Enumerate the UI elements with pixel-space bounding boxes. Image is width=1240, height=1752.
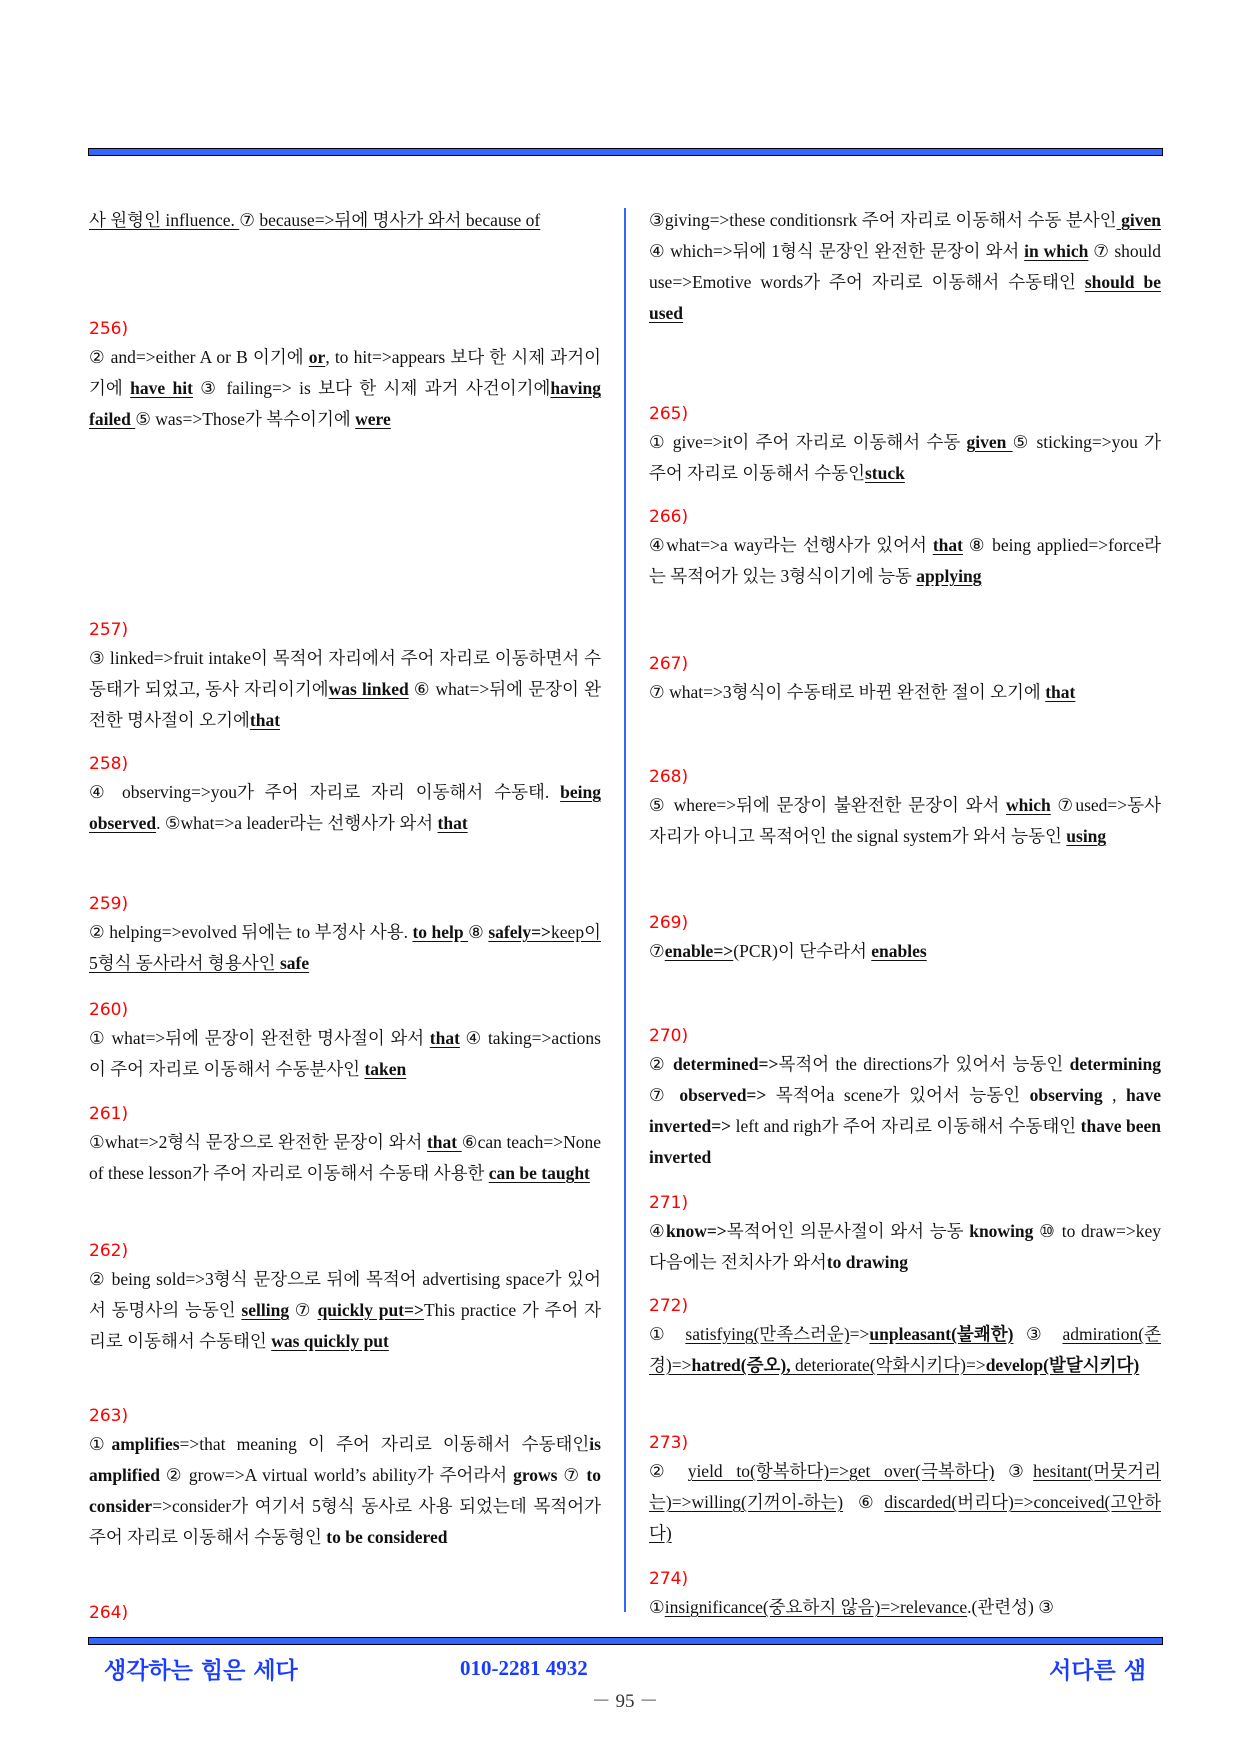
question-number: 274) <box>649 1569 689 1589</box>
explanation-segment: 목적어 the directions가 있어서 능동인 <box>778 1054 1070 1074</box>
explanation-text <box>649 530 1161 592</box>
answer-entry <box>89 893 601 979</box>
answer-highlight: have hit <box>130 378 193 398</box>
question-number: 258) <box>89 754 129 774</box>
footer-phone: 010-2281 4932 <box>460 1656 588 1680</box>
answer-entry <box>649 403 1161 489</box>
explanation-segment: ④ taking=>actions이 주어 자리로 이동해서 수동분사인 <box>89 1028 601 1079</box>
explanation-text <box>649 427 1161 489</box>
answer-entry <box>649 1025 1161 1173</box>
question-number: 257) <box>89 620 129 640</box>
question-number: 265) <box>649 404 689 424</box>
explanation-segment: ⑧ <box>468 922 489 942</box>
explanation-segment: ③ <box>994 1461 1034 1481</box>
explanation-segment: ① <box>649 1324 686 1344</box>
question-number: 260) <box>89 1000 129 1020</box>
answer-highlight: was linked <box>328 679 409 699</box>
question-number: 272) <box>649 1296 689 1316</box>
footer-author: 서다른 샘 <box>1049 1658 1146 1684</box>
answer-entry <box>649 912 1161 967</box>
answer-highlight: safe <box>279 953 310 973</box>
answer-entry <box>89 1405 601 1553</box>
answer-entry <box>649 506 1161 592</box>
question-number: 264) <box>89 1603 129 1623</box>
answer-highlight: develop(발달시키다) <box>985 1355 1140 1375</box>
answer-highlight: using <box>1066 826 1107 846</box>
explanation-segment: ⑦ should use=>Emotive words가 주어 자리로 이동해서 수동태인 <box>649 241 1161 292</box>
answer-highlight: determined=> <box>673 1054 779 1074</box>
answer-highlight: grows <box>513 1465 558 1485</box>
explanation-segment: ① <box>89 1434 112 1454</box>
explanation-segment: ② being sold=>3형식 문장으로 뒤에 목적어 advertising space가 있어서 동명사의 능동인 <box>89 1269 601 1320</box>
explanation-segment: , to hit=>appears 보다 한 시제 과거이기에 <box>89 347 601 398</box>
explanation-segment: 목적어인 의문사절이 와서 능동 <box>726 1221 970 1241</box>
explanation-segment: ⑦ <box>239 210 260 230</box>
explanation-segment: ② <box>649 1054 673 1074</box>
explanation-segment: ④ <box>649 1221 666 1241</box>
footer-slogan: 생각하는 힘은 세다 <box>104 1658 298 1684</box>
answer-entry <box>89 1602 601 1626</box>
answer-highlight: to drawing <box>826 1252 908 1272</box>
answer-highlight: knowing <box>969 1221 1034 1241</box>
answer-entry <box>89 753 601 839</box>
question-number: 266) <box>649 507 689 527</box>
answer-highlight: that <box>249 710 281 730</box>
answer-highlight: that <box>437 813 468 833</box>
answer-entry <box>89 619 601 736</box>
answer-highlight: taken <box>364 1059 407 1079</box>
explanation-segment: 목적어a scene가 있어서 능동인 <box>766 1085 1030 1105</box>
explanation-segment: left and righ가 주어 자리로 이동해서 수동태인 <box>731 1116 1081 1136</box>
explanation-segment: satisfying(만족스러운) <box>685 1324 850 1344</box>
explanation-segment: ③ linked=>fruit intake이 목적어 자리에서 주어 자리로 이동하면서 수동태가 되었고, 동사 자리이기에 <box>89 648 601 699</box>
answer-highlight: to help <box>412 922 469 942</box>
explanation-segment: ⑤ was=>Those가 복수이기에 <box>135 409 356 429</box>
explanation-segment: because=>뒤에 명사가 와서 because of <box>259 210 541 230</box>
explanation-segment: ② and=>either A or B 이기에 <box>89 347 309 367</box>
explanation-segment: ① give=>it이 주어 자리로 이동해서 수동 <box>649 432 967 452</box>
explanation-segment: ⑥ what=>뒤에 문장이 완전한 명사절이 오기에 <box>89 679 602 730</box>
answer-highlight: that <box>1045 682 1076 702</box>
explanation-text <box>89 342 601 435</box>
answer-highlight: have inverted=> <box>649 1085 1161 1136</box>
question-number: 263) <box>89 1406 129 1426</box>
answer-highlight: selling <box>241 1300 290 1320</box>
explanation-text <box>89 1023 601 1085</box>
explanation-text <box>89 205 601 236</box>
explanation-segment: ⑩ to draw=>key 다음에는 전치사가 와서 <box>649 1221 1161 1272</box>
answer-entry <box>649 1432 1161 1549</box>
explanation-segment: ③ failing=> is 보다 한 시제 과거 사건이기에 <box>192 378 551 398</box>
explanation-segment: ⑥ <box>843 1492 885 1512</box>
explanation-segment: admiration(존경)=> <box>649 1324 1161 1375</box>
answer-entry <box>649 653 1161 708</box>
answer-highlight: which <box>1006 795 1051 815</box>
answer-entry <box>649 766 1161 852</box>
explanation-segment: ⑦ <box>289 1300 318 1320</box>
explanation-text <box>89 1429 601 1553</box>
explanation-segment: , <box>1102 1085 1126 1105</box>
explanation-text <box>649 790 1161 852</box>
explanation-text <box>649 1319 1161 1381</box>
answer-highlight: observing <box>1029 1085 1103 1105</box>
answer-highlight: amplifies <box>111 1434 180 1454</box>
question-number: 256) <box>89 319 129 339</box>
question-number: 261) <box>89 1104 129 1124</box>
answer-highlight: being observed <box>89 782 601 833</box>
explanation-segment: ⑦ <box>649 1085 680 1105</box>
explanation-segment: ⑤ sticking=>you 가 주어 자리로 이동해서 수동인 <box>649 432 1162 483</box>
explanation-text <box>649 936 1161 967</box>
explanation-segment: This practice 가 주어 자리로 이동해서 수동태인 <box>89 1300 601 1351</box>
explanation-text <box>89 917 601 979</box>
explanation-segment: 사 원형인 influence. <box>89 210 240 230</box>
explanation-segment: =>consider가 여기서 5형식 동사로 사용 되었는데 목적어가 주어 자리로 이동해서 수동형인 <box>89 1496 601 1547</box>
explanation-segment: ⑦used=>동사 자리가 아니고 목적어인 the signal system가 와서 능동인 <box>649 795 1161 846</box>
explanation-segment: ⑥can teach=>None of these lesson가 주어 자리로 이동해서 수동태 사용한 <box>89 1132 601 1183</box>
explanation-segment: yield to(항복하다)=>get over(극복하다) <box>687 1461 995 1481</box>
answer-highlight: applying <box>916 566 982 586</box>
explanation-text <box>89 1264 601 1357</box>
answer-highlight: to be considered <box>326 1527 448 1547</box>
explanation-text <box>649 1456 1161 1549</box>
question-number: 270) <box>649 1026 689 1046</box>
explanation-text <box>649 1049 1161 1173</box>
explanation-segment: ④ observing=>you가 주어 자리로 자리 이동해서 수동태. <box>89 782 561 802</box>
answer-entry <box>89 999 601 1085</box>
explanation-segment: ④ which=>뒤에 1형식 문장인 완전한 문장이 와서 <box>649 241 1025 261</box>
answer-highlight: that <box>932 535 963 555</box>
answer-entry <box>649 1568 1161 1623</box>
explanation-segment: ③giving=>these conditionsrk 주어 자리로 이동해서 수동 분사인 <box>649 210 1117 230</box>
explanation-segment: ⑦ <box>649 941 665 961</box>
explanation-segment: ⑦ what=>3형식이 수동태로 바뀐 완전한 절이 오기에 <box>649 682 1046 702</box>
answer-highlight: stuck <box>864 463 905 483</box>
explanation-segment: hesitant(머뭇거리는)=>willing(기꺼이-하는) <box>649 1461 1161 1512</box>
explanation-text <box>89 777 601 839</box>
answer-highlight: quickly put=> <box>317 1300 424 1320</box>
answer-highlight: enables <box>871 941 927 961</box>
explanation-segment: ① <box>649 1597 665 1617</box>
answer-highlight: is amplified <box>89 1434 601 1485</box>
answer-highlight: given <box>966 432 1013 452</box>
answer-entry <box>649 1295 1161 1381</box>
question-number: 262) <box>89 1241 129 1261</box>
explanation-segment: ④what=>a way라는 선행사가 있어서 <box>649 535 933 555</box>
answer-highlight: that <box>426 1132 462 1152</box>
answer-highlight: should be used <box>649 272 1161 323</box>
explanation-segment: ①what=>2형식 문장으로 완전한 문장이 와서 <box>89 1132 427 1152</box>
answer-highlight: hatred(증오), <box>691 1355 795 1375</box>
answer-entry <box>89 1240 601 1357</box>
answer-highlight: to consider <box>89 1465 601 1516</box>
explanation-segment: keep이 5형식 동사라서 형용사인 <box>89 922 601 973</box>
explanation-segment: deteriorate(악화시키다)=> <box>794 1355 986 1375</box>
explanation-segment: =>that meaning 이 주어 자리로 이동해서 수동태인 <box>179 1434 590 1454</box>
answer-highlight: were <box>355 409 391 429</box>
explanation-segment: insignificance(중요하지 않음)=>relevance <box>664 1597 968 1617</box>
explanation-segment: (PCR)이 단수라서 <box>733 941 872 961</box>
answer-highlight: or <box>308 347 326 367</box>
answer-highlight: that <box>429 1028 460 1048</box>
question-number: 273) <box>649 1433 689 1453</box>
explanation-segment: ② grow=>A virtual world’s ability가 주어라서 <box>159 1465 514 1485</box>
explanation-text <box>649 677 1161 708</box>
explanation-segment: => <box>849 1324 870 1344</box>
explanation-text <box>89 643 601 736</box>
answer-highlight: thave been inverted <box>649 1116 1162 1167</box>
answer-entry <box>649 205 1161 329</box>
explanation-segment: .(관련성) ③ <box>967 1597 1054 1617</box>
explanation-segment: ⑧ being applied=>force라는 목적어가 있는 3형식이기에 능동 <box>649 535 1161 586</box>
answer-entry <box>89 205 601 236</box>
question-number: 259) <box>89 894 129 914</box>
answer-highlight: in which <box>1024 241 1089 261</box>
explanation-segment: ③ <box>1013 1324 1063 1344</box>
answer-entry <box>649 1192 1161 1278</box>
explanation-text <box>649 205 1161 329</box>
footer-rule <box>88 1637 1163 1645</box>
header-rule <box>88 148 1163 156</box>
explanation-segment: . ⑤what=>a leader라는 선행사가 와서 <box>156 813 438 833</box>
explanation-text <box>89 1127 601 1189</box>
answer-entry <box>89 1103 601 1189</box>
answer-highlight: can be taught <box>488 1163 590 1183</box>
answer-highlight: having failed <box>89 378 601 429</box>
explanation-segment: ① what=>뒤에 문장이 완전한 명사절이 와서 <box>89 1028 430 1048</box>
explanation-segment: ⑦ <box>557 1465 587 1485</box>
question-number: 268) <box>649 767 689 787</box>
explanation-text <box>649 1592 1161 1623</box>
question-number: 267) <box>649 654 689 674</box>
explanation-segment: ② helping=>evolved 뒤에는 to 부정사 사용. <box>89 922 413 942</box>
question-number: 269) <box>649 913 689 933</box>
explanation-segment: discarded(버리다)=>conceived(고안하다) <box>649 1492 1161 1543</box>
explanation-segment: ② <box>649 1461 688 1481</box>
answer-highlight: safely=> <box>488 922 552 942</box>
answer-highlight: given <box>1116 210 1161 230</box>
answer-highlight: determining <box>1069 1054 1161 1074</box>
column-divider <box>624 208 626 1612</box>
answer-highlight: know=> <box>665 1221 727 1241</box>
question-number: 271) <box>649 1193 689 1213</box>
explanation-text <box>649 1216 1161 1278</box>
answer-entry <box>89 318 601 435</box>
explanation-segment: ⑤ where=>뒤에 문장이 불완전한 문장이 와서 <box>649 795 1007 815</box>
page-number: － 95 － <box>591 1691 659 1712</box>
answer-highlight: enable=> <box>664 941 734 961</box>
answer-highlight: observed=> <box>679 1085 767 1105</box>
answer-highlight: unpleasant(불쾌한) <box>869 1324 1014 1344</box>
answer-highlight: was quickly put <box>271 1331 389 1351</box>
